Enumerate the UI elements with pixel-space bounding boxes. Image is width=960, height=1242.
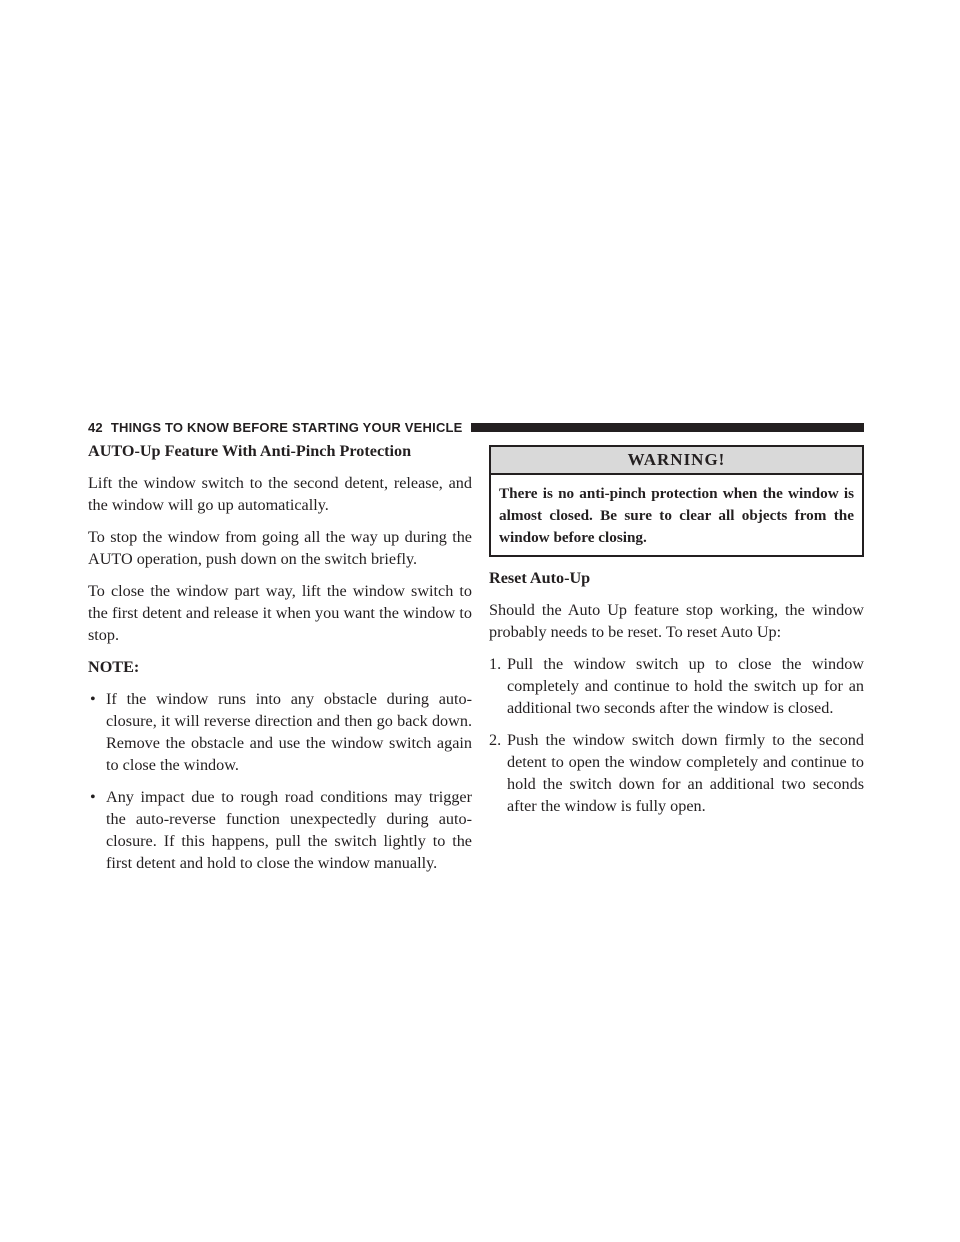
- warning-box: [489, 445, 864, 557]
- step-number: 1.: [489, 655, 502, 673]
- paragraph-lift-switch: Lift the window switch to the second detent, release, and the window will go up automatically.: [88, 474, 472, 514]
- step-number: 2.: [489, 731, 502, 749]
- bullet-text: Any impact due to rough road conditions may trigger the auto-reverse function unexpectedly during auto-closure. If this happens, pull the switch lightly to the first detent and hold to close the window manually.: [106, 788, 472, 872]
- page-number: 42: [88, 419, 103, 435]
- reset-auto-up-heading: Reset Auto-Up: [489, 569, 591, 587]
- bullet-icon: •: [90, 690, 96, 708]
- reset-intro-paragraph: Should the Auto Up feature stop working, the window probably needs to be reset. To reset Auto Up:: [489, 601, 864, 641]
- bullet-icon: •: [90, 788, 96, 806]
- list-item: [489, 729, 864, 817]
- note-label: NOTE:: [88, 658, 140, 676]
- reset-steps-list: [489, 653, 864, 817]
- bullet-text: If the window runs into any obstacle during auto-closure, it will reverse direction and then go back down. Remove the obstacle and use the window switch again to close the window.: [106, 690, 472, 774]
- step-text: Push the window switch down firmly to the second detent to open the window completely and continue to hold the switch down for an additional two seconds after the window is fully open.: [507, 731, 864, 815]
- list-item: [88, 688, 472, 776]
- paragraph-stop-window: To stop the window from going all the way up during the AUTO operation, push down on the switch briefly.: [88, 528, 472, 568]
- list-item: [489, 653, 864, 719]
- header-rule-bar: [471, 423, 864, 432]
- auto-up-heading: AUTO-Up Feature With Anti-Pinch Protection: [88, 442, 412, 460]
- paragraph-close-part-way: To close the window part way, lift the window switch to the first detent and release it when you want the window to stop.: [88, 582, 472, 644]
- section-title: THINGS TO KNOW BEFORE STARTING YOUR VEHICLE: [110, 419, 463, 435]
- page-header: [88, 416, 864, 438]
- warning-text: There is no anti-pinch protection when the window is almost closed. Be sure to clear all objects from the window before closing.: [499, 485, 854, 546]
- step-text: Pull the window switch up to close the window completely and continue to hold the switch up for an additional two seconds after the window is closed.: [507, 655, 864, 717]
- left-column: [88, 440, 472, 884]
- list-item: [88, 786, 472, 874]
- warning-title: WARNING!: [491, 447, 862, 475]
- note-bullet-list: [88, 688, 472, 874]
- right-column: [489, 445, 864, 827]
